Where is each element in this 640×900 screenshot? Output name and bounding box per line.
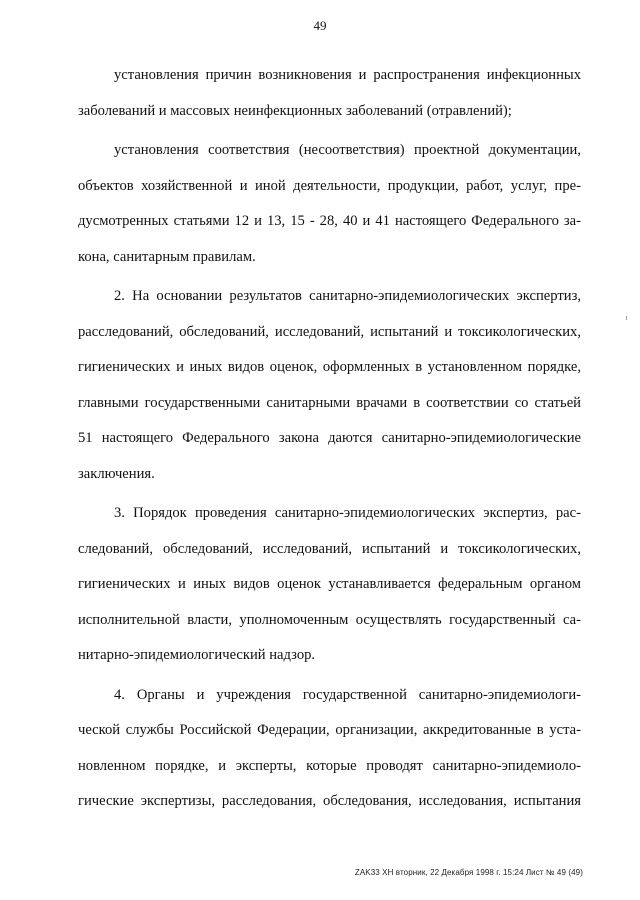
text-line: 51 настоящего Федерального закона даются санитарно-эпидемиологические: [78, 430, 581, 446]
text-line: объектов хозяйственной и иной деятельности, продукции, работ, услуг, пре-: [78, 177, 581, 194]
text-line: заключения.: [78, 465, 155, 482]
text-line: 2. На основании результатов санитарно-эпидемиологических экспертиз,: [114, 288, 581, 304]
text-line: ческой службы Российской Федерации, организации, аккредитованные в уста-: [78, 722, 581, 738]
text-line: дусмотренных статьями 12 и 13, 15 - 28, 40 и 41 настоящего Федерального за-: [78, 213, 581, 229]
scan-speck: [626, 316, 627, 320]
text-line: 4. Органы и учреждения государственной санитарно-эпидемиологи-: [114, 686, 581, 703]
page-footer: ZAK33 XH вторник, 22 Декабря 1998 г. 15:24 Лист № 49 (49): [354, 868, 583, 877]
text-line: следований, обследований, исследований, испытаний и токсикологических,: [78, 540, 581, 557]
paragraph-1: [78, 58, 581, 129]
paragraph-2: [78, 133, 581, 275]
paragraph-5: [78, 678, 581, 820]
text-line: гические экспертизы, расследования, обследования, исследования, испытания: [78, 793, 581, 809]
body-text: [78, 58, 581, 820]
text-line: нитарно-эпидемиологический надзор.: [78, 647, 316, 663]
paragraph-4: [78, 496, 581, 674]
text-line: установления соответствия (несоответствия) проектной документации,: [114, 142, 581, 158]
text-line: заболеваний и массовых неинфекционных заболеваний (отравлений);: [78, 102, 512, 119]
text-line: новленном порядке, и эксперты, которые проводят санитарно-эпидемиоло-: [78, 757, 581, 774]
text-line: главными государственными санитарными врачами в соответствии со статьей: [78, 394, 581, 411]
text-line: установления причин возникновения и распространения инфекционных: [114, 67, 581, 83]
text-line: 3. Порядок проведения санитарно-эпидемиологических экспертиз, рас-: [114, 505, 581, 521]
text-line: исполнительной власти, уполномоченным осуществлять государственный са-: [78, 611, 581, 628]
text-line: расследований, обследований, исследований, испытаний и токсикологических,: [78, 323, 581, 340]
text-line: гигиенических и иных видов оценок, оформленных в установленном порядке,: [78, 359, 581, 375]
page-number: 49: [313, 18, 327, 33]
paragraph-3: [78, 279, 581, 492]
text-line: кона, санитарным правилам.: [78, 248, 256, 265]
text-line: гигиенических и иных видов оценок устанавливается федеральным органом: [78, 576, 581, 592]
